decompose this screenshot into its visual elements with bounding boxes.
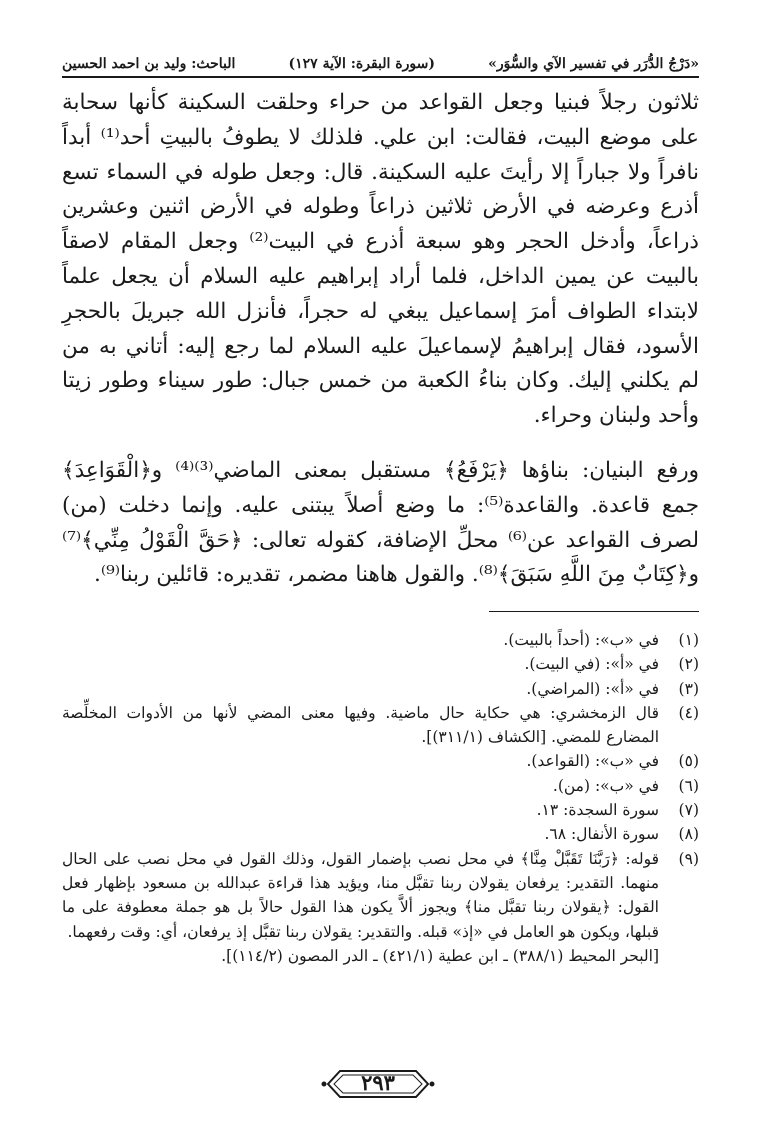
- footnote-text: قوله: ﴿رَبَّنَا تَقَبَّلْ مِنَّا﴾ في محل نصب بإضمار القول، وذلك القول في محل نصب على الحال منهما. التقدير: يرفعان يقولان ربنا تقبَّل منا، ويؤيد هذا قراءة عبدالله بن مسعود بإظهار فعل القول: ﴿يقولان ربنا تقبَّل منا﴾ ويجوز ألاَّ يكون هذا القول حالاً بل هو جملة معطوفة على ما قبلها، ويكون هو العامل في «إذ» قبله. والتقدير: يقولان ربنا تقبَّل إذ يرفعان، أي: وقت رفعهما.: [62, 849, 659, 941]
- footnote-text: في «ب»: (القواعد).: [526, 752, 659, 771]
- footnote-number: (٦): [678, 776, 699, 795]
- footnote-number: (٣): [678, 679, 699, 698]
- footnote: [62, 677, 699, 701]
- footnote: [62, 847, 699, 944]
- footnote-number: (٩): [678, 849, 699, 868]
- paragraph: ثلاثون رجلاً فبنيا وجعل القواعد من حراء وحلقت السكينة كأنها سحابة على موضع البيت، فقالت: ابن علي. فلذلك لا يطوفُ بالبيتِ أحد⁽¹⁾ أبداً نافراً ولا جباراً إلا رأيتَ عليه السكينة. قال: وجعل طوله في السماء تسع أذرع وعرضه في الأرض ثلاثين ذراعاً وطوله في الأرض اثنين وعشرين ذراعاً، وأدخل الحجر وهو سبعة أذرع في البيت⁽²⁾ وجعل المقام لاصقاً بالبيت عن يمين الداخل، فلما أراد إبراهيم عليه السلام أن يجعل علماً لابتداء الطواف أمرَ إسماعيل يبغي له حجراً، فأنزل الله جبريلَ بالحجرِ الأسود، فقال إبراهيمُ لإسماعيلَ عليه السلام لما رجع إليه: أتاني به من لم يكلني إليك. وكان بناءُ الكعبة من خمس جبال: طور سيناء وطور زيتا وأحد ولبنان وحراء.: [62, 90, 699, 429]
- footnote-number: (١): [678, 631, 699, 649]
- footnote: [62, 774, 699, 798]
- footnote-text: في «ب»: (أحداً بالبيت).: [503, 631, 659, 649]
- page-number-ornament: [318, 1066, 438, 1102]
- paragraph: ورفع البنيان: بناؤها ﴿يَرْفَعُ﴾ مستقبل بمعنى الماضي⁽³⁾⁽⁴⁾ و﴿الْقَوَاعِدَ﴾ جمع قاعدة. والقاعدة⁽⁵⁾: ما وضع أصلاً يبتنى عليه. وإنما دخلت (من) لصرف القواعد عن⁽⁶⁾ محلِّ الإضافة، كقوله تعالى: ﴿حَقَّ الْقَوْلُ مِنِّي﴾⁽⁷⁾ و﴿كِتَابٌ مِنَ اللَّهِ سَبَقَ﴾⁽⁸⁾. والقول هاهنا مضمر، تقديره: قائلين ربنا⁽⁹⁾.: [62, 457, 700, 588]
- sura-verse: (سورة البقرة: الآية ١٢٧): [288, 56, 435, 72]
- footnote-text: في «ب»: (من).: [552, 776, 659, 795]
- footnote-number: (٤): [678, 703, 699, 722]
- footnote: [62, 822, 699, 846]
- running-header: [62, 40, 699, 78]
- footnote: [62, 652, 699, 676]
- footnote-text: في «أ»: (المراضي).: [526, 679, 659, 698]
- footnote-number: (٥): [678, 752, 699, 771]
- footnote-text: قال الزمخشري: هي حكاية حال ماضية. وفيها معنى المضي لأنها من الأدوات المخلِّصة المضارع للمضي. [الكشاف (٣١١/١)].: [62, 703, 659, 747]
- book-title: «دَرْجُ الدُّرَر في تفسير الآي والسُّوَر»: [488, 56, 699, 72]
- footnote: [62, 701, 699, 750]
- footnote-number: (٨): [678, 825, 699, 844]
- footnote-separator: [489, 611, 699, 612]
- researcher-name: الباحث: وليد بن احمد الحسين: [62, 56, 236, 72]
- footnote-number: (٧): [678, 801, 699, 820]
- footnote-text: سورة السجدة: ١٣.: [536, 801, 659, 820]
- footnote-number: (٢): [678, 655, 699, 674]
- page-number: ٢٩٣: [361, 1070, 395, 1095]
- footnote: [62, 798, 699, 822]
- footnotes: [62, 628, 699, 968]
- footnote: [62, 749, 699, 773]
- footnote-text: سورة الأنفال: ٦٨.: [544, 825, 659, 844]
- footnote: [62, 628, 699, 652]
- main-text: [62, 86, 699, 593]
- footnote-text: في «أ»: (في البيت).: [524, 655, 659, 674]
- footnote-references: [البحر المحيط (٣٨٨/١) ـ ابن عطية (٤٢١/١) ـ الدر المصون (١١٤/٢)].: [221, 946, 659, 965]
